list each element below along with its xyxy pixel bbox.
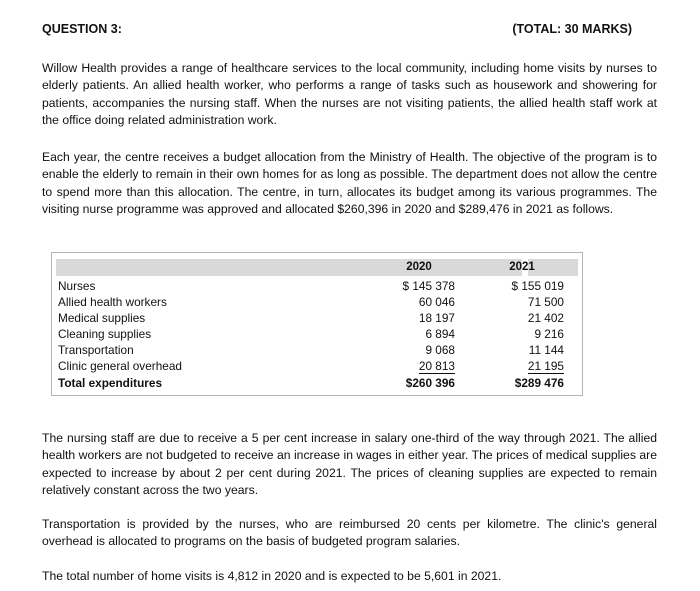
total-row xyxy=(58,376,578,392)
question-number: QUESTION 3: xyxy=(42,22,122,36)
value-2020: $ 145 378 xyxy=(402,279,455,293)
value-2020: 9 068 xyxy=(425,343,455,358)
total-2020: $260 396 xyxy=(405,375,455,390)
budget-paragraph: Each year, the centre receives a budget allocation from the Ministry of Health. The objective of the program is to enable the elderly to remain in their own homes for as long as possible. The department does not allow the centre to spend more than this allocation. The centre, in turn, allocates its budget among its various programmes. The visiting nurse programme was approved and allocated $260,396 in 2020 and $289,476 in 2021 as follows. xyxy=(42,150,657,216)
salary-paragraph: The nursing staff are due to receive a 5 per cent increase in salary one-third of the way through 2021. The allied health workers are not budgeted to receive an increase in wages in either year. The prices of medical supplies are expected to increase by about 2 per cent during 2021. The prices of cleaning supplies are expected to remain relatively constant across the two years. xyxy=(42,431,657,497)
value-2020: 18 197 xyxy=(418,311,455,326)
table-row xyxy=(58,279,578,295)
row-label: Nurses xyxy=(58,279,96,293)
total-label: Total expenditures xyxy=(58,375,163,390)
table-row xyxy=(58,343,578,359)
budget-table xyxy=(51,252,583,396)
value-2020: 20 813 xyxy=(418,359,455,374)
question-header xyxy=(42,22,660,42)
table-row xyxy=(58,295,578,311)
value-2021: 21 402 xyxy=(527,311,564,326)
table-row xyxy=(58,311,578,327)
value-2020: 60 046 xyxy=(418,295,455,310)
value-2020: 6 894 xyxy=(425,327,455,342)
row-label: Clinic general overhead xyxy=(58,359,182,374)
total-marks: (TOTAL: 30 MARKS) xyxy=(512,22,632,36)
value-2021: 21 195 xyxy=(527,359,564,374)
column-header-2020: 2020 xyxy=(406,261,432,273)
value-2021: 11 144 xyxy=(528,343,564,358)
row-label: Medical supplies xyxy=(58,311,146,326)
row-label: Cleaning supplies xyxy=(58,327,152,342)
total-2021: $289 476 xyxy=(514,375,564,390)
table-row xyxy=(58,327,578,343)
transport-paragraph: Transportation is provided by the nurses, who are reimbursed 20 cents per kilometre. The clinic's general overhead is allocated to programs on the basis of budgeted program salaries. xyxy=(42,517,657,549)
intro-paragraph: Willow Health provides a range of healthcare services to the local community, including home visits by nurses to elderly patients. An allied health worker, who performs a range of tasks such as housework and showering for patients, accompanies the nursing staff. When the nurses are not visiting patients, the allied health staff work at the office doing related administration work. xyxy=(42,61,657,127)
row-label: Allied health workers xyxy=(58,295,167,310)
row-label: Transportation xyxy=(58,343,134,358)
table-row xyxy=(58,359,578,375)
value-2021: $ 155 019 xyxy=(511,279,564,293)
visits-paragraph: The total number of home visits is 4,812 in 2020 and is expected to be 5,601 in 2021. xyxy=(42,569,502,583)
value-2021: 9 216 xyxy=(534,327,564,342)
column-header-2021: 2021 xyxy=(509,261,535,273)
value-2021: 71 500 xyxy=(527,295,564,310)
